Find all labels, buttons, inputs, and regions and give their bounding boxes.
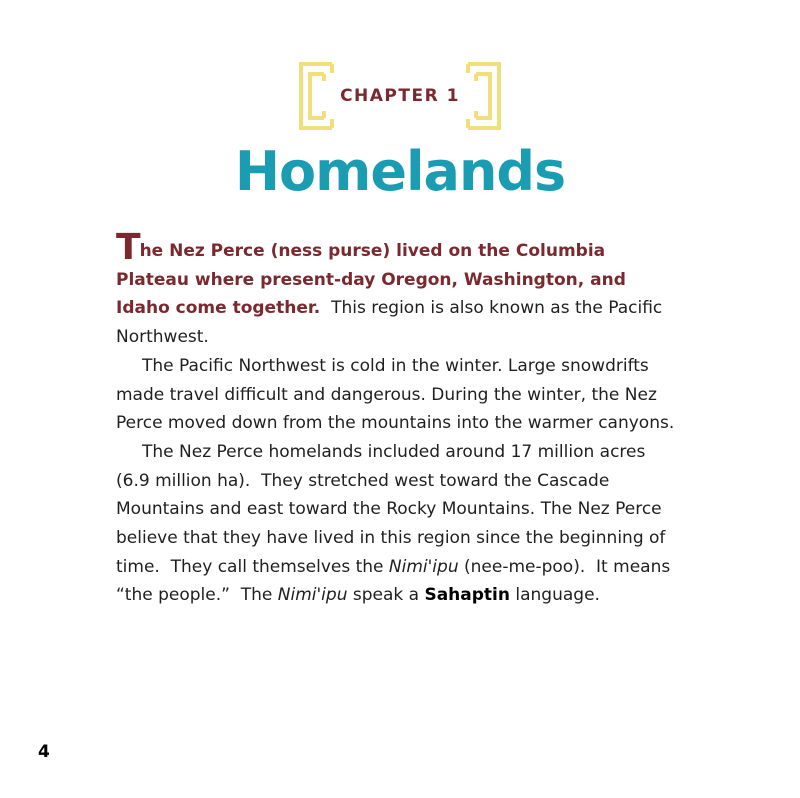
italic-term: Nimi'ipu xyxy=(277,585,348,606)
page-number: 4 xyxy=(38,742,50,762)
left-bracket-ornament xyxy=(296,61,334,131)
paragraph-1 xyxy=(116,227,676,352)
right-bracket-ornament xyxy=(466,61,504,131)
paragraph-text: The Nez Perce homelands included around 17 million acres (6.9 million ha). They stretched west toward the Cascade Mountains and east toward the Rocky Mountains. The Nez Perce believe that they have lived in this region since the beginning of time. They call themselves the xyxy=(116,441,671,577)
paragraph-text: This region is also known as the Pacific Northwest. xyxy=(116,298,668,348)
paragraph-text: (nee-me-poo). It means “the people.” The xyxy=(116,556,676,606)
paragraph-3 xyxy=(116,438,676,610)
body-text xyxy=(116,227,676,610)
italic-term: Nimi'ipu xyxy=(388,556,459,577)
paragraph-2: The Pacific Northwest is cold in the winter. Large snowdrifts made travel difficult and dangerous. During the winter, the Nez Perce moved down from the mountains into the warmer canyons. xyxy=(116,355,675,434)
glossary-term: Sahaptin xyxy=(424,585,510,606)
paragraph-text: speak a xyxy=(347,585,425,606)
lead-in-text: he Nez Perce (ness purse) lived on the Columbia Plateau where present-day Oregon, Washington, and Idaho come together. xyxy=(116,241,626,319)
drop-cap: T xyxy=(116,227,140,268)
chapter-title: Homelands xyxy=(234,140,566,203)
chapter-label: CHAPTER 1 xyxy=(340,86,460,106)
paragraph-text: language. xyxy=(509,585,600,606)
chapter-header xyxy=(0,60,800,132)
